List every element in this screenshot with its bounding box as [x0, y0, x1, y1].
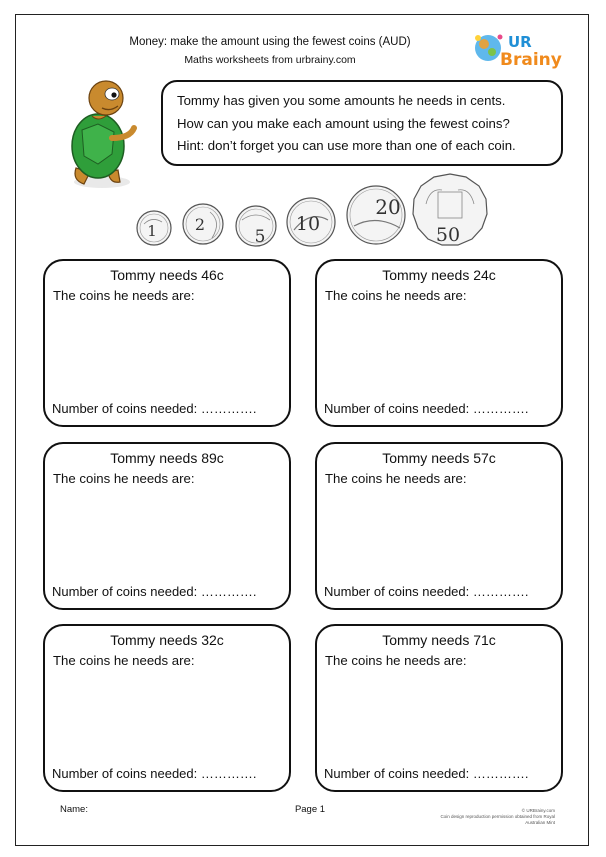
coins-prompt: The coins he needs are:	[325, 288, 467, 303]
instruction-line: How can you make each amount using the fewest coins?	[177, 115, 510, 131]
svg-text:1: 1	[147, 222, 157, 240]
svg-text:5: 5	[254, 227, 266, 247]
permission-text: Coin design reproduction permission obtained from Royal Australian Mint	[440, 814, 555, 825]
amount-heading: Tommy needs 57c	[382, 450, 496, 466]
coin-row	[130, 170, 530, 250]
coin-count-prompt: Number of coins needed: ………….	[52, 401, 257, 416]
coin-count-prompt: Number of coins needed: ………….	[52, 584, 257, 599]
amount-heading: Tommy needs 24c	[382, 267, 496, 283]
name-label: Name:	[60, 804, 88, 815]
instructions-box	[161, 80, 563, 166]
amount-heading: Tommy needs 71c	[382, 632, 496, 648]
coins-prompt: The coins he needs are:	[53, 288, 195, 303]
copyright-text: © URBrainy.com	[521, 808, 555, 813]
amount-box	[315, 442, 563, 610]
amount-box	[43, 624, 291, 792]
ten-cent-coin-icon	[287, 198, 335, 246]
urbrainy-logo	[470, 28, 562, 72]
amount-box	[43, 259, 291, 427]
twenty-cent-coin-icon	[347, 186, 405, 244]
logo-text-top: UR	[508, 33, 532, 51]
svg-text:20: 20	[375, 195, 401, 219]
svg-text:10: 10	[295, 213, 321, 235]
amount-box	[43, 442, 291, 610]
coins-prompt: The coins he needs are:	[53, 471, 195, 486]
two-cent-coin-icon	[183, 204, 223, 244]
coin-count-prompt: Number of coins needed: ………….	[324, 766, 529, 781]
five-cent-coin-icon	[236, 206, 276, 247]
fifty-cent-coin-icon	[413, 174, 487, 246]
coin-count-prompt: Number of coins needed: ………….	[324, 401, 529, 416]
coins-prompt: The coins he needs are:	[325, 653, 467, 668]
coin-count-prompt: Number of coins needed: ………….	[52, 766, 257, 781]
one-cent-coin-icon	[137, 211, 171, 245]
coins-prompt: The coins he needs are:	[325, 471, 467, 486]
page-title: Money: make the amount using the fewest coins (AUD)	[129, 36, 411, 48]
svg-text:2: 2	[194, 215, 206, 234]
svg-text:50: 50	[435, 224, 461, 246]
amount-heading: Tommy needs 46c	[110, 267, 224, 283]
instruction-line: Hint: don’t forget you can use more than one of each coin.	[177, 138, 516, 153]
copyright-note	[440, 808, 555, 826]
amount-heading: Tommy needs 32c	[110, 632, 224, 648]
page-number: Page 1	[294, 804, 326, 815]
amount-box	[315, 624, 563, 792]
logo-text-bottom: Brainy	[500, 50, 562, 70]
page-subtitle: Maths worksheets from urbrainy.com	[184, 54, 356, 66]
instruction-line: Tommy has given you some amounts he needs in cents.	[177, 93, 506, 108]
coin-count-prompt: Number of coins needed: ………….	[324, 584, 529, 599]
amount-heading: Tommy needs 89c	[110, 450, 224, 466]
amount-box	[315, 259, 563, 427]
coins-prompt: The coins he needs are:	[53, 653, 195, 668]
